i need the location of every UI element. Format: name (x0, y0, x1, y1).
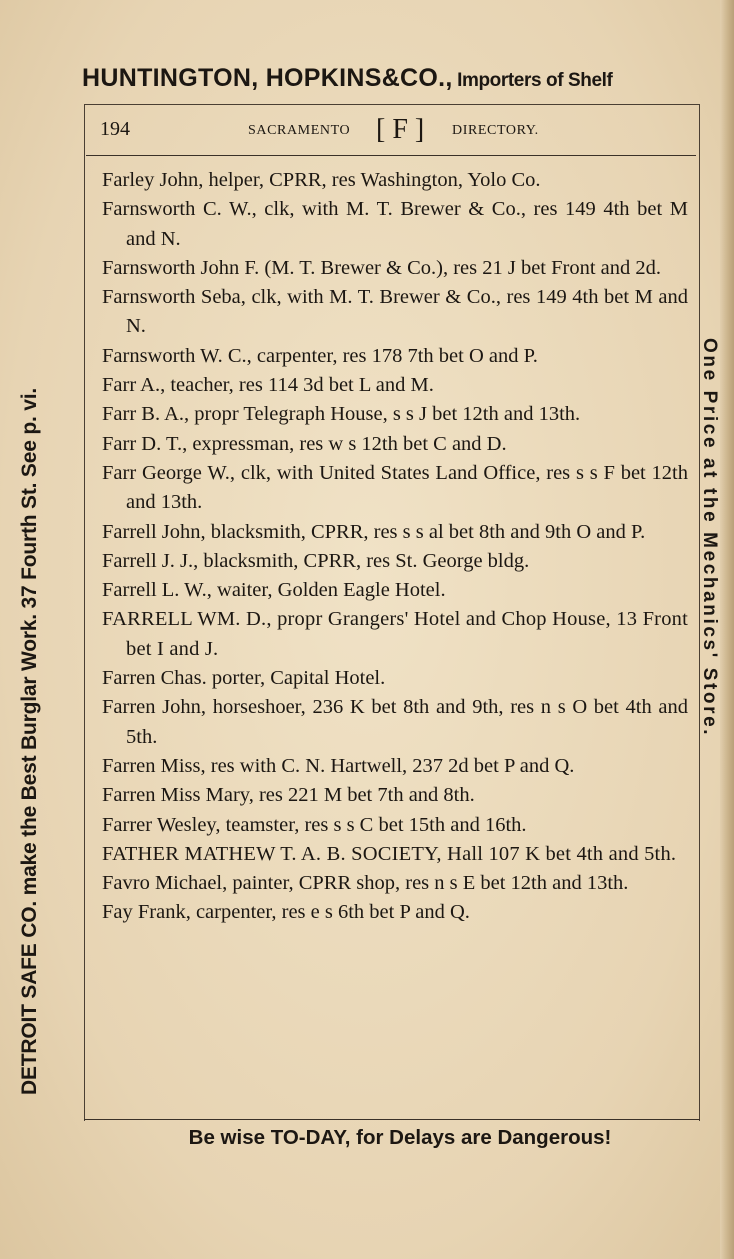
directory-entry: Farrell J. J., blacksmith, CPRR, res St. George bldg. (102, 549, 530, 572)
directory-entries (102, 166, 688, 928)
section-letter: [ F ] (376, 114, 425, 145)
directory-entry: Farrell John, blacksmith, CPRR, res s s al bet 8th and 9th O and P. (102, 520, 646, 543)
running-head-city: SACRAMENTO (248, 123, 351, 138)
directory-entry: Farrer Wesley, teamster, res s s C bet 15th and 16th. (102, 813, 527, 836)
directory-entry: Farley John, helper, CPRR, res Washington, Yolo Co. (102, 169, 541, 191)
advertiser-trade: Importers of Shelf (457, 70, 613, 91)
directory-entry: Farren John, horseshoer, 236 K bet 8th and 9th, res n s O bet 4th and 5th. (102, 696, 688, 748)
running-head (100, 116, 695, 150)
directory-entry: Fay Frank, carpenter, res e s 6th bet P and Q. (102, 901, 470, 924)
bottom-rule (84, 1119, 700, 1120)
directory-entry: Farnsworth W. C., carpenter, res 178 7th bet O and P. (102, 344, 538, 367)
top-advertisement (82, 64, 722, 93)
directory-entry: Farren Chas. porter, Capital Hotel. (102, 667, 386, 690)
directory-entry: Farren Miss Mary, res 221 M bet 7th and 8th. (102, 784, 475, 807)
directory-entry: FARRELL WM. D., propr Grangers' Hotel and Chop House, 13 Front bet I and J. (102, 608, 688, 660)
directory-entry: Farnsworth C. W., clk, with M. T. Brewer & Co., res 149 4th bet M and N. (102, 198, 688, 250)
page-number: 194 (100, 118, 130, 140)
left-margin-advertisement: DETROIT SAFE CO. make the Best Burglar Work. 37 Fourth St. See p. vi. (18, 388, 41, 1095)
right-margin-advertisement: One Price at the Mechanics' Store. (699, 338, 720, 738)
directory-entry: Farr George W., clk, with United States Land Office, res s s F bet 12th and 13th. (102, 461, 688, 514)
head-rule (86, 155, 696, 156)
directory-entry: FATHER MATHEW T. A. B. SOCIETY, Hall 107 K bet 4th and 5th. (102, 842, 677, 865)
directory-entry: Farnsworth John F. (M. T. Brewer & Co.), res 21 J bet Front and 2d. (102, 256, 662, 279)
directory-entry: Farren Miss, res with C. N. Hartwell, 237 2d bet P and Q. (102, 754, 575, 777)
advertiser-name: HUNTINGTON, HOPKINS&CO., (82, 64, 453, 92)
directory-entry: Farr B. A., propr Telegraph House, s s J bet 12th and 13th. (102, 403, 581, 426)
running-head-directory: DIRECTORY. (452, 123, 539, 138)
directory-entry: Favro Michael, painter, CPRR shop, res n s E bet 12th and 13th. (102, 872, 629, 895)
footer-slogan: Be wise TO-DAY, for Delays are Dangerous! (188, 1126, 612, 1149)
directory-entry: Farr A., teacher, res 114 3d bet L and M. (102, 374, 434, 397)
directory-entry: Farnsworth Seba, clk, with M. T. Brewer & Co., res 149 4th bet M and N. (102, 286, 688, 338)
directory-entry: Farr D. T., expressman, res w s 12th bet C and D. (102, 432, 507, 455)
directory-entry: Farrell L. W., waiter, Golden Eagle Hotel. (102, 579, 446, 602)
page-edge (720, 0, 734, 1259)
